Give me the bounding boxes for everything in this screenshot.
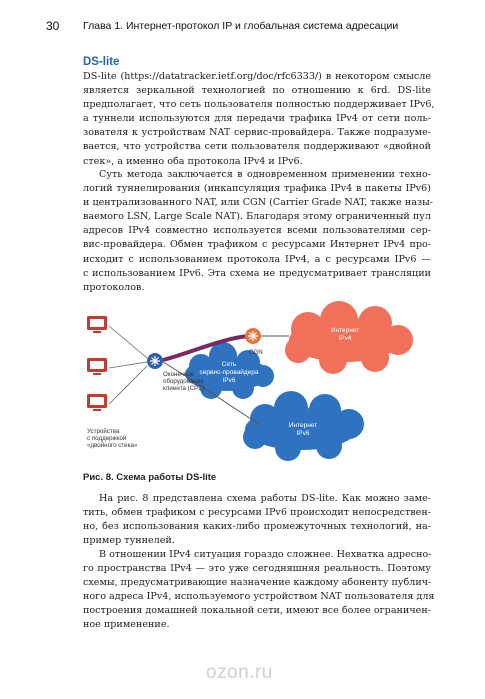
internet-ipv6-label: IPv6 [296, 430, 310, 437]
stand [93, 373, 101, 375]
paragraph-2 [83, 168, 434, 295]
figure-caption: Рис. 8. Схема работы DS-lite [83, 472, 217, 483]
text-line: В отношении IPv4 ситуация гораздо сложнее. Нехватка адресно- [99, 549, 432, 560]
link-computer-cpe [109, 326, 147, 358]
provider-network-label: сервис-провайдера [199, 369, 259, 376]
provider-network-label: Сеть [221, 361, 237, 368]
internet-ipv6-cloud [243, 391, 364, 461]
computer-icon [87, 358, 107, 375]
text-line: но, без использования каких-либо промежуточных технологий, на- [83, 521, 431, 533]
provider-network-label: IPv6 [222, 377, 236, 384]
text-line: На рис. 8 представлена схема работы DS-lite. Как можно заме- [99, 493, 431, 504]
cpe-label: клиента (CPE) [163, 385, 205, 392]
internet-ipv4-label: IPv4 [338, 335, 352, 342]
router-arrows [150, 356, 160, 366]
text-line: с использованием IPv6. Эта схема не предусматривает трансляции [83, 267, 431, 279]
ds-lite-diagram [83, 296, 439, 466]
internet-ipv6-label: Интернет [288, 422, 318, 429]
internet-ipv4-label: Интернет [330, 327, 360, 334]
screen [90, 397, 104, 405]
text-line: построения домашней локальной сети, имеют все более ограничен- [83, 605, 431, 617]
section-title: DS-lite [83, 56, 120, 68]
text-line: логий туннелирования (инкапсуляция трафика IPv4 в пакеты IPv6) [83, 183, 431, 195]
cpe-label: оборудование [163, 378, 204, 385]
text-line: ное применение. [83, 619, 170, 631]
text-line: адресов IPv4 совместно используется всеми пользователями сер- [83, 225, 431, 237]
cgn-router-icon [245, 328, 261, 344]
link-computer-cpe [109, 362, 147, 368]
text-line: ного адреса IPv4, используемого устройством NAT пользователя для [83, 591, 435, 603]
paragraph-1 [83, 70, 435, 169]
text-line: и централизованного NAT, или CGN (Carrier Grade NAT, также назы- [83, 197, 434, 209]
text-line: го пространства IPv4 — это уже сегодняшняя реальность. Поэтому [83, 563, 431, 575]
paragraph-3 [83, 492, 431, 548]
stand [93, 331, 101, 333]
text-line: тить, обмен трафиком с ресурсами IPv6 происходит непосредствен- [83, 507, 431, 519]
devices-label: «двойного стека» [87, 442, 138, 449]
router-arrows [248, 331, 258, 341]
cpe-router-icon [147, 353, 163, 369]
paragraph-4 [83, 548, 435, 633]
text-line: является зеркальной технологией по отношению к 6rd. DS-lite [83, 85, 431, 97]
text-line: вается, что устройства сети пользователя поддерживают «двойной [83, 141, 431, 153]
text-line: вис-провайдера. Обмен трафиком с ресурсами Интернет IPv4 про- [83, 239, 431, 251]
page-number: 30 [46, 19, 60, 33]
computer-icon [87, 394, 107, 411]
text-line: ваемого LSN, Large Scale NAT). Благодаря этому ограниченный пул [83, 211, 431, 223]
cgn-label: CGN [249, 349, 263, 356]
internet-ipv4-cloud [285, 301, 413, 374]
running-head: Глава 1. Интернет-протокол IP и глобальная система адресации [83, 20, 399, 32]
cpe-label: Оконечное [163, 371, 195, 378]
text-line: протоколов. [83, 281, 145, 293]
devices-label: с поддержкой [87, 435, 127, 442]
devices-label: Устройства [87, 428, 120, 435]
text-line: DS-lite (https://datatracker.ietf.org/doc/rfc6333/) в некотором смысле [83, 71, 431, 82]
screen [90, 361, 104, 369]
text-line: предполагает, что сеть пользователя полностью поддерживает IPv6, [83, 99, 435, 111]
stand [93, 409, 101, 411]
text-line: стек», а именно оба протокола IPv4 и IPv6. [83, 155, 303, 167]
text-line: Суть метода заключается в одновременном применении техно- [99, 169, 431, 180]
text-line: схемы, предусматривающие назначение каждому абоненту публич- [83, 577, 432, 589]
watermark: ozon.ru [206, 662, 273, 683]
text-line: зователя к устройствам NAT сервис-провайдера. Также подразуме- [83, 127, 431, 139]
text-line: исходит с использованием протокола IPv4, а с ресурсами IPv6 — [83, 253, 431, 265]
link-computer-cpe [109, 366, 147, 404]
text-line: пример туннелей. [83, 535, 175, 547]
screen [90, 319, 104, 327]
computer-icon [87, 316, 107, 333]
text-line: а туннели используются для передачи трафика IPv4 от сети поль- [83, 113, 431, 125]
